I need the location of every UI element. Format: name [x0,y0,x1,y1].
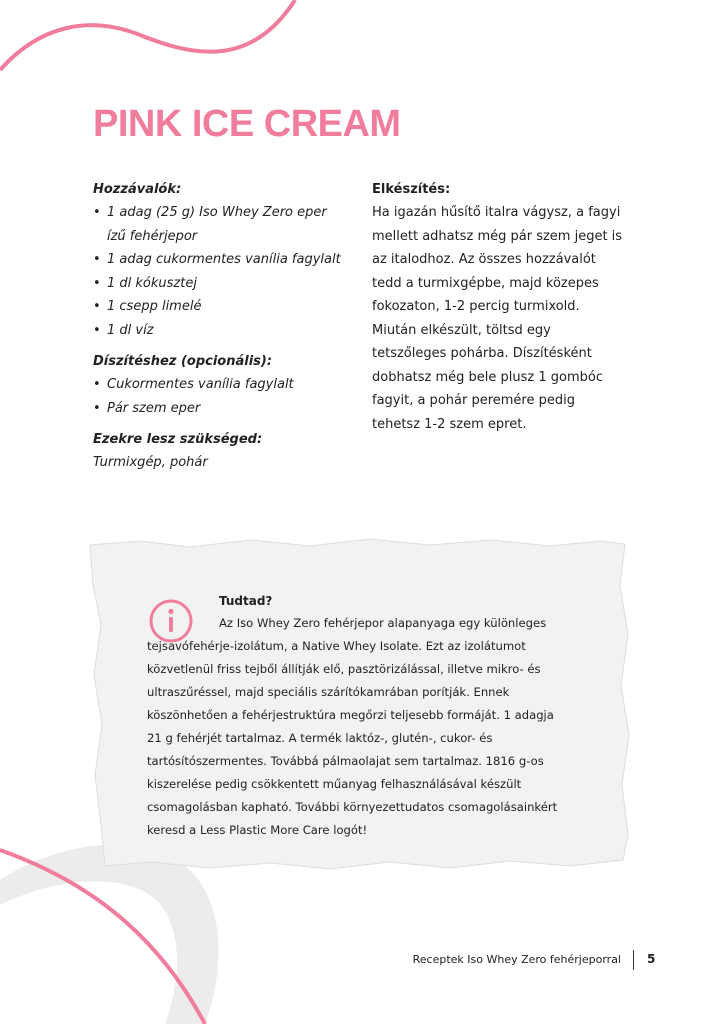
list-item: • 1 dl kókusztej [93,272,343,296]
tip-box [147,592,567,842]
list-item: • 1 dl víz [93,319,343,343]
decoration-heading: Díszítéshez (opcionális): [93,354,273,369]
preparation-column [372,178,632,436]
preparation-heading: Elkészítés: [372,182,451,197]
list-item: • Cukormentes vanília fagylalt [93,373,343,397]
list-item: • 1 adag (25 g) Iso Whey Zero eper ízű fehérjepor [93,201,343,248]
footer-divider [633,950,634,970]
preparation-text: Ha igazán hűsítő italra vágysz, a fagyi mellett adhatsz még pár szem jeget is az italodhoz. Az összes hozzávalót tedd a turmixgépbe, majd közepes fokozaton, 1-2 percig turmixold. Miután elkészült, töltsd egy tetszőleges pohárba. Díszítésként dobhatsz még bele plusz 1 gombóc fagyit, a pohár peremére pedig tehetsz 1-2 szem epret. [372,205,623,432]
pink-swirl-top [0,0,295,70]
ingredients-heading: Hozzávalók: [93,182,182,197]
equipment-text: Turmixgép, pohár [93,455,208,470]
tip-title: Tudtad? [219,594,273,608]
footer-text: Receptek Iso Whey Zero fehérjeporral [412,953,621,966]
page-number: 5 [647,952,656,966]
list-item: • 1 csepp limelé [93,295,343,319]
decoration-list [93,373,343,420]
list-item: • Pár szem eper [93,397,343,421]
page-title: PINK ICE CREAM [93,103,401,145]
tip-text: Az Iso Whey Zero fehérjepor alapanyaga egy különleges tejsavófehérje-izolátum, a Native Whey Isolate. Ezt az izolátumot közvetlenül friss tejből állítják elő, pasztörizálással, illetve mikro- és ultraszűréssel, majd speciális szárítókamrában porítják. Ennek köszönhetően a fehérjestruktúra megőrzi teljesebb formáját. 1 adagja 21 g fehérjét tartalmaz. A termék laktóz-, glutén-, cukor- és tartósítószermentes. Továbbá pálmaolajat sem tartalmaz. 1816 g-os kiszerelése pedig csökkentett műanyag felhasználásával készült csomagolásban kapható. További környezettudatos csomagolásainkért keresd a Less Plastic More Care logót! [147,616,558,837]
ingredients-list [93,201,343,342]
list-item: • 1 adag cukormentes vanília fagylalt [93,248,343,272]
ingredients-column [93,178,343,474]
equipment-heading: Ezekre lesz szükséged: [93,432,263,447]
